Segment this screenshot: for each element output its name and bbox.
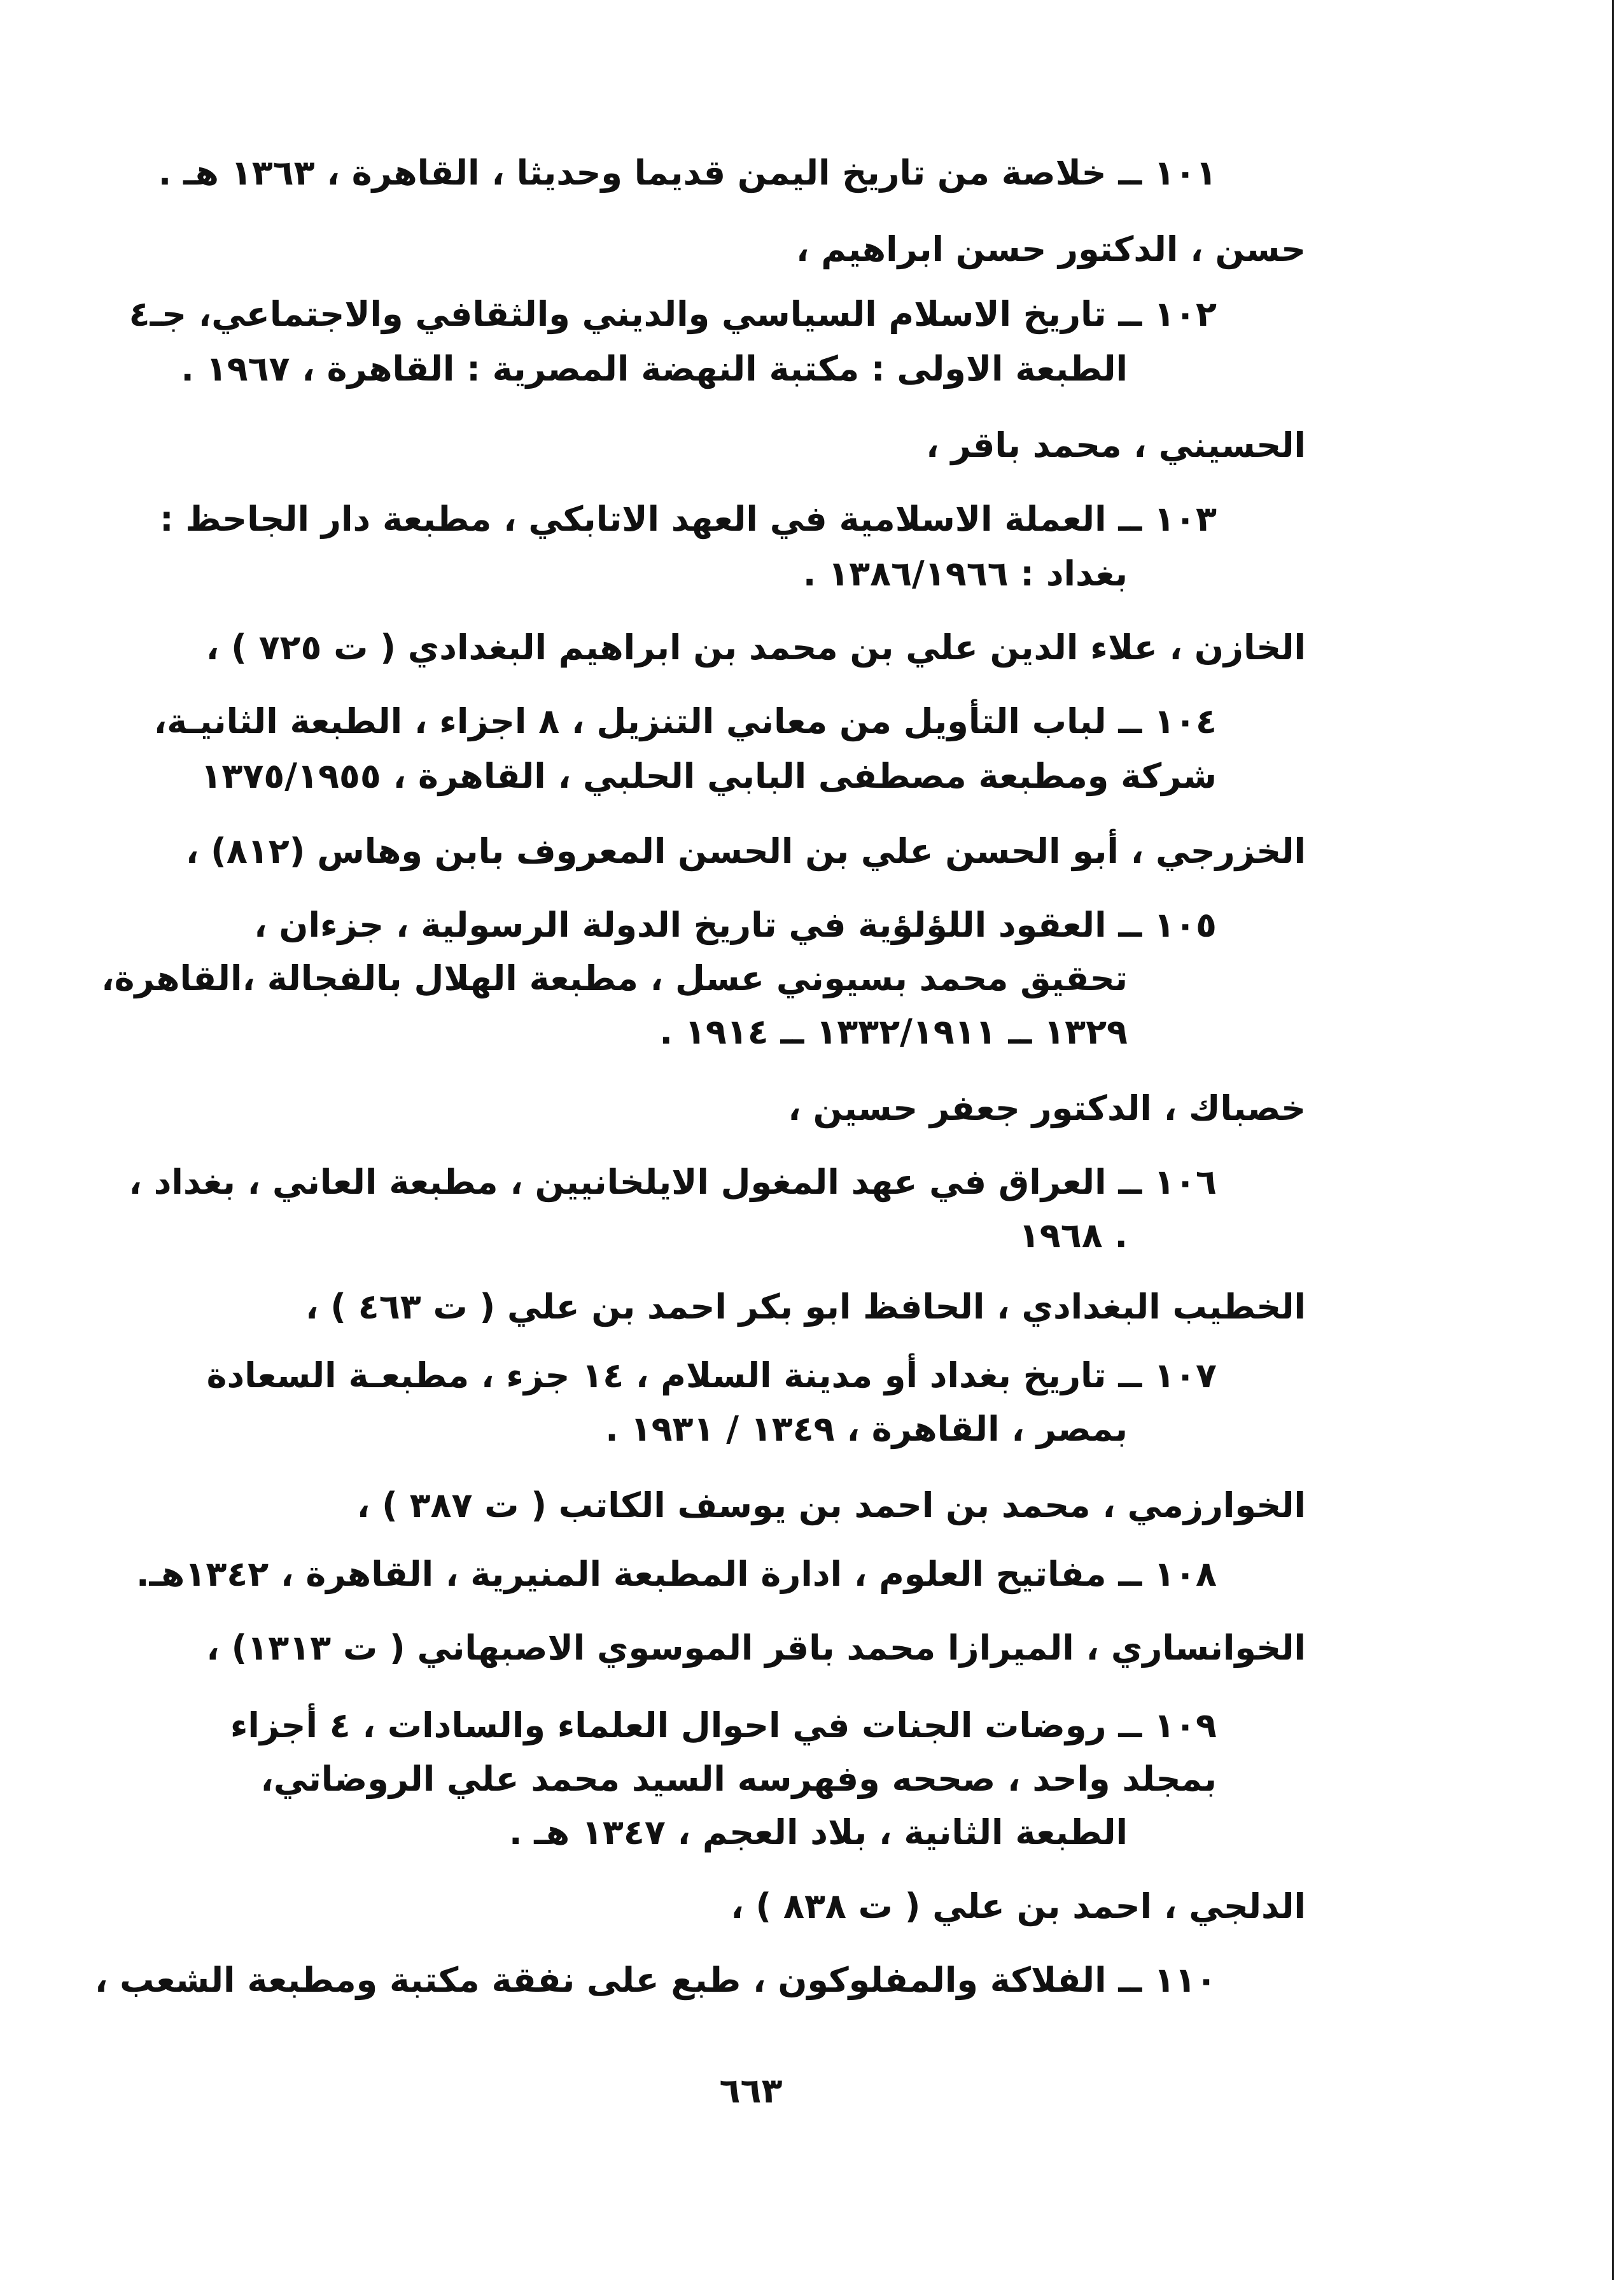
author-heading-husaini: الحسيني ، محمد باقر ، — [926, 425, 1306, 465]
bibliography-entry-108: ١٠٨ ــ مفاتيح العلوم ، ادارة المطبعة المنيرية ، القاهرة ، ١٣٤٢هـ. — [136, 1554, 1217, 1594]
bibliography-entry-105-cont-2: ١٣٢٩ ــ ١٣٣٢/١٩١١ ــ ١٩١٤ . — [659, 1012, 1128, 1052]
bibliography-entry-104-cont: شركة ومطبعة مصطفى البابي الحلبي ، القاهرة ، ١٣٧٥/١٩٥٥ — [200, 756, 1217, 796]
bibliography-entry-107-cont: بمصر ، القاهرة ، ١٣٤٩ / ١٩٣١ . — [605, 1409, 1128, 1449]
bibliography-entry-106-cont: ١٩٦٨ . — [1018, 1215, 1128, 1255]
bibliography-entry-109: ١٠٩ ــ روضات الجنات في احوال العلماء والسادات ، ٤ أجزاء — [230, 1705, 1217, 1745]
author-heading-khatib: الخطيب البغدادي ، الحافظ ابو بكر احمد بن علي ( ت ٤٦٣ ) ، — [305, 1287, 1306, 1327]
page-number: ٦٦٣ — [719, 2071, 783, 2111]
author-heading-hasan: حسن ، الدكتور حسن ابراهيم ، — [795, 229, 1306, 269]
bibliography-entry-109-cont-2: الطبعة الثانية ، بلاد العجم ، ١٣٤٧ هـ . — [508, 1812, 1128, 1852]
bibliography-entry-103-cont: بغداد : ١٣٨٦/١٩٦٦ . — [802, 554, 1128, 594]
bibliography-entry-106: ١٠٦ ــ العراق في عهد المغول الايلخانيين ، مطبعة العاني ، بغداد ، — [129, 1162, 1217, 1202]
bibliography-entry-105: ١٠٥ ــ العقود اللؤلؤية في تاريخ الدولة الرسولية ، جزءان ، — [254, 905, 1217, 945]
bibliography-entry-103: ١٠٣ ــ العملة الاسلامية في العهد الاتابكي ، مطبعة دار الجاحظ : — [159, 499, 1217, 539]
author-heading-khazraji: الخزرجي ، أبو الحسن علي بن الحسن المعروف بابن وهاس (٨١٢) ، — [185, 831, 1306, 871]
author-heading-khwarizmi: الخوارزمي ، محمد بن احمد بن يوسف الكاتب ( ت ٣٨٧ ) ، — [356, 1485, 1306, 1525]
bibliography-entry-110: ١١٠ ــ الفلاكة والمفلوكون ، طبع على نفقة مكتبة ومطبعة الشعب ، — [94, 1960, 1217, 2000]
author-heading-khusbak: خصباك ، الدكتور جعفر حسين ، — [788, 1088, 1306, 1128]
bibliography-entry-102-cont: الطبعة الاولى : مكتبة النهضة المصرية : القاهرة ، ١٩٦٧ . — [181, 349, 1128, 389]
bibliography-entry-101: ١٠١ ــ خلاصة من تاريخ اليمن قديما وحديثا ، القاهرة ، ١٣٦٣ هـ . — [158, 153, 1217, 193]
author-heading-dalji: الدلجي ، احمد بن علي ( ت ٨٣٨ ) ، — [731, 1886, 1306, 1926]
author-heading-khwansari: الخوانساري ، الميرازا محمد باقر الموسوي الاصبهاني ( ت ١٣١٣) ، — [206, 1628, 1306, 1668]
scan-edge-line — [1612, 0, 1614, 2280]
bibliography-entry-105-cont: تحقيق محمد بسيوني عسل ، مطبعة الهلال بالفجالة ،القاهرة، — [101, 958, 1128, 998]
bibliography-entry-104: ١٠٤ ــ لباب التأويل من معاني التنزيل ، ٨ اجزاء ، الطبعة الثانيـة، — [153, 701, 1217, 741]
bibliography-entry-107: ١٠٧ ــ تاريخ بغداد أو مدينة السلام ، ١٤ جزء ، مطبعـة السعادة — [206, 1355, 1217, 1395]
author-heading-khazin: الخازن ، علاء الدين علي بن محمد بن ابراهيم البغدادي ( ت ٧٢٥ ) ، — [206, 627, 1306, 668]
bibliography-entry-102: ١٠٢ ــ تاريخ الاسلام السياسي والديني والثقافي والاجتماعي، جـ٤ — [129, 294, 1217, 334]
bibliography-entry-109-cont: بمجلد واحد ، صححه وفهرسه السيد محمد علي الروضاتي، — [260, 1759, 1217, 1799]
